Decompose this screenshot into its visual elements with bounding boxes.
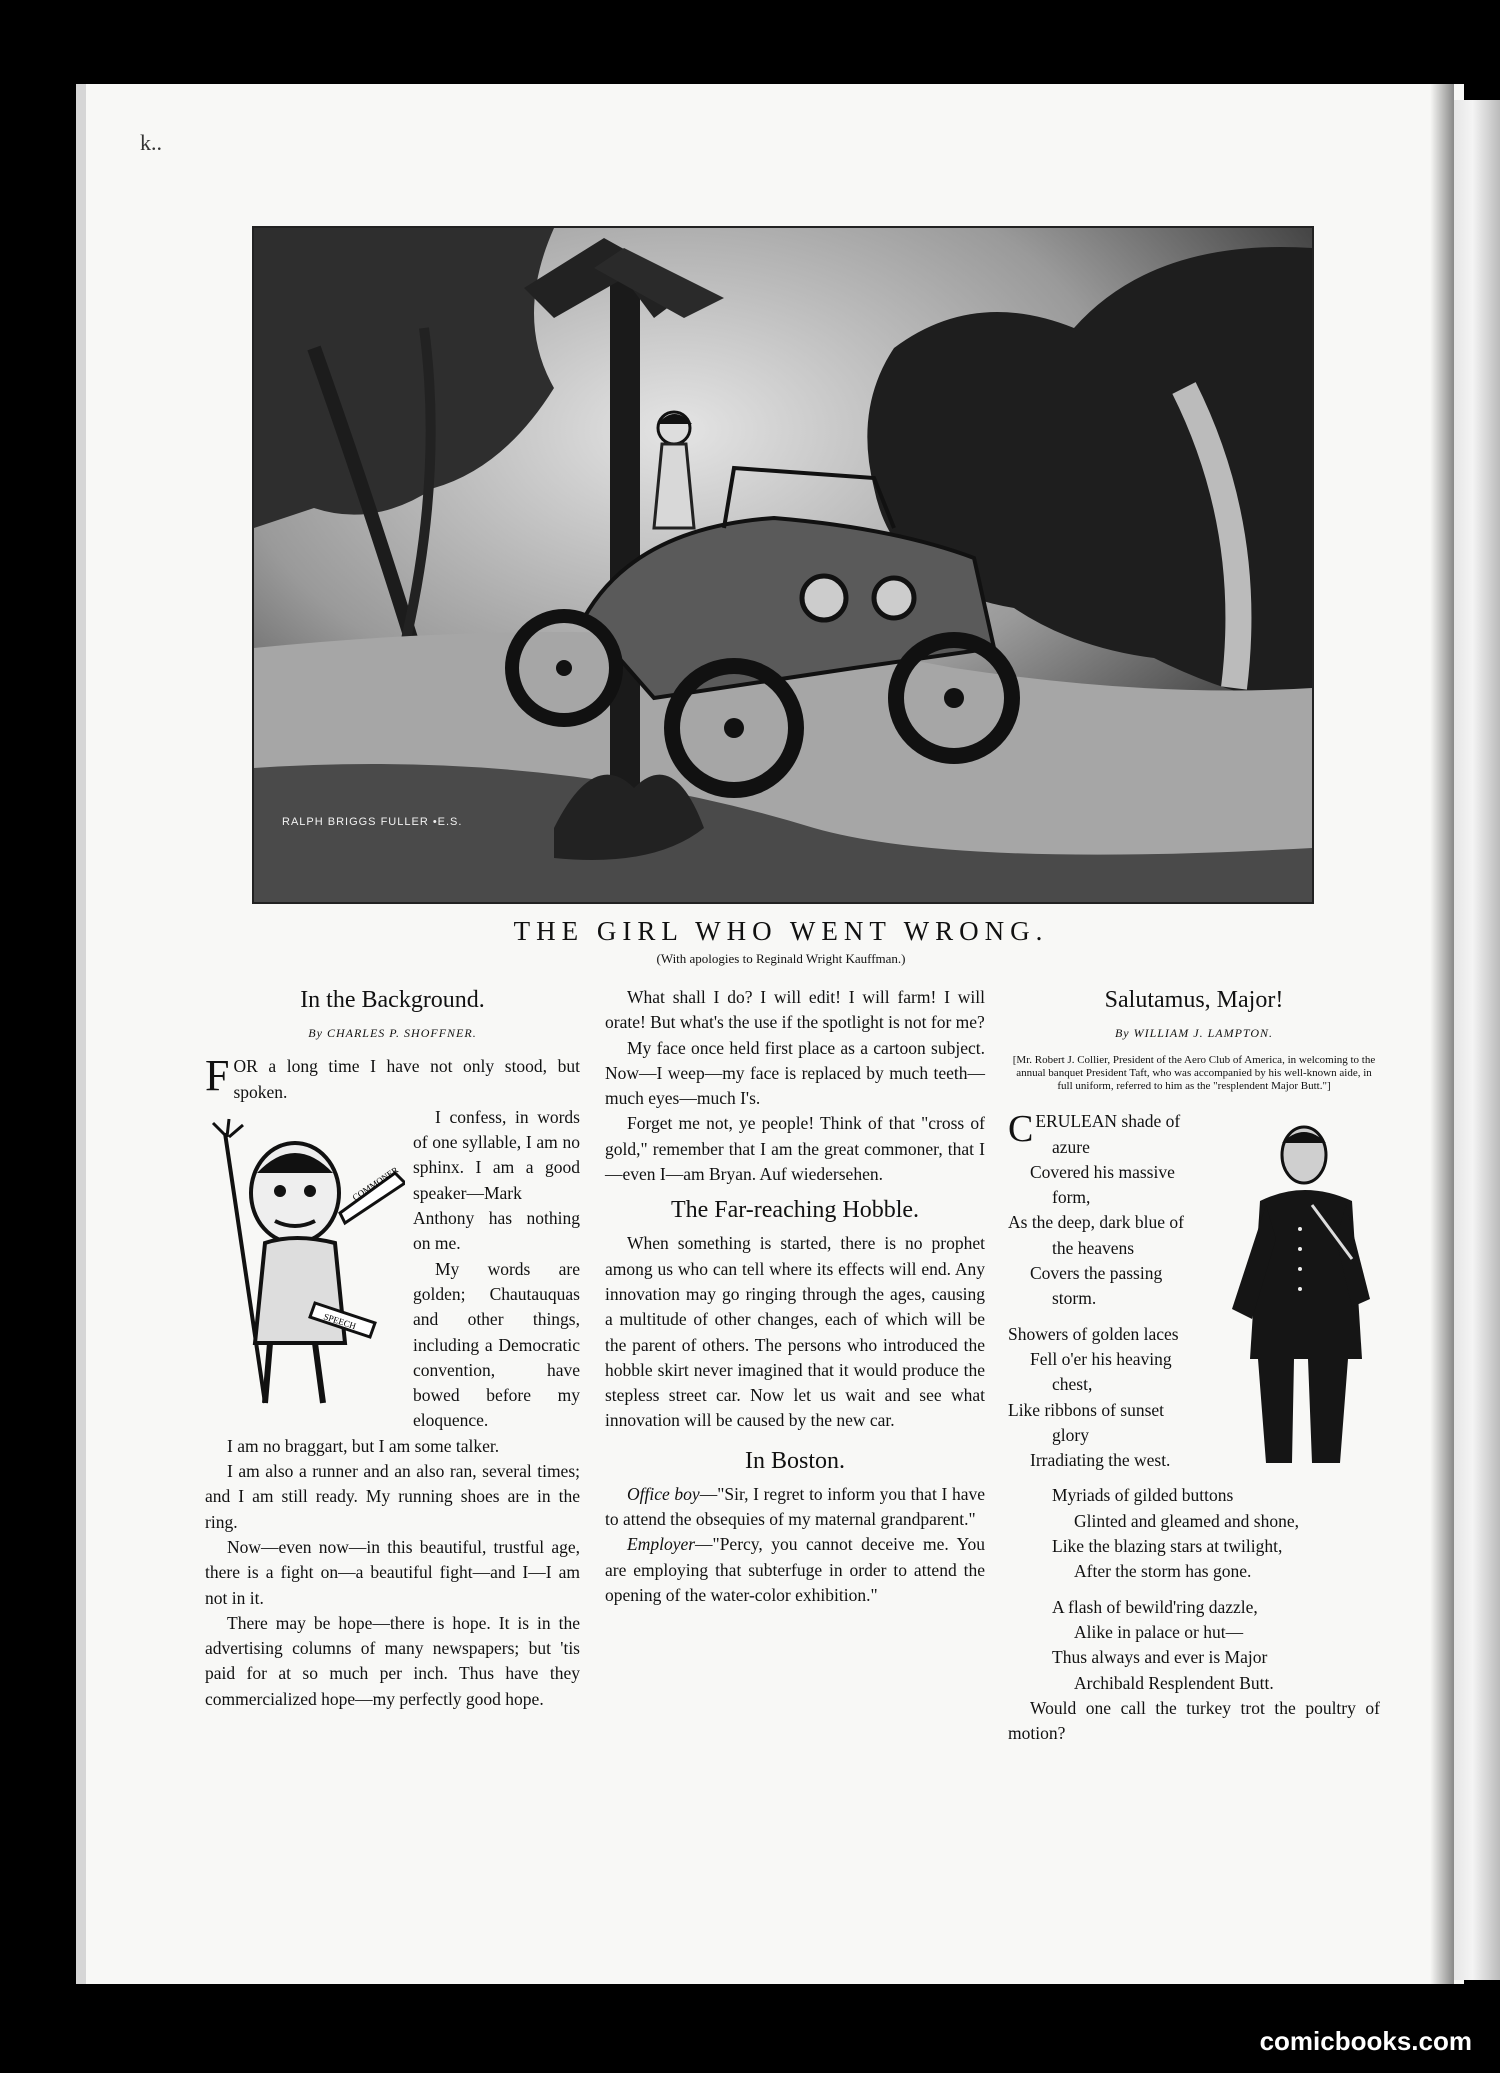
article-paragraph: My words are golden; Chautauquas and other things, including a Democratic convention, have bowed before my eloquence. bbox=[413, 1258, 580, 1431]
poem-line: form, bbox=[1052, 1187, 1091, 1208]
poem-line: Archibald Resplendent Butt. bbox=[1074, 1672, 1274, 1693]
article-heading: In Boston. bbox=[744, 1447, 845, 1474]
article-paragraph: Now—even now—in this beautiful, trustful age, there is a fight on—a beautiful fight—and I—I am not in it. bbox=[205, 1536, 580, 1608]
poem-line: Thus always and ever is Major bbox=[1052, 1647, 1268, 1668]
article-paragraph: FOR a long time I have not only stood, but spoken. bbox=[205, 1051, 580, 1102]
illustration-caption-title: THE GIRL WHO WENT WRONG. bbox=[513, 916, 1049, 946]
article-paragraph: I am also a runner and an also ran, several times; and I am still ready. My running shoes are in the ring. bbox=[205, 1461, 580, 1532]
illustration-drawing bbox=[254, 228, 1312, 902]
page-gutter-shadow bbox=[1430, 84, 1454, 1984]
poem-line: A flash of bewild'ring dazzle, bbox=[1052, 1596, 1258, 1617]
poem-drop-cap: C bbox=[1008, 1108, 1034, 1151]
column-3 bbox=[1008, 985, 1380, 1746]
poem-line: As the deep, dark blue of bbox=[1008, 1212, 1184, 1233]
portrait-drawing bbox=[1212, 1109, 1380, 1463]
poem-line: Fell o'er his heaving bbox=[1030, 1348, 1172, 1369]
poem-line: After the storm has gone. bbox=[1074, 1561, 1252, 1582]
major-butt-portrait bbox=[1212, 1109, 1380, 1463]
poem-line: Like the blazing stars at twilight, bbox=[1052, 1536, 1283, 1557]
speaker-name: Employer bbox=[627, 1534, 696, 1555]
caricature-drawing bbox=[205, 1113, 405, 1421]
poem-line: azure bbox=[1052, 1136, 1090, 1157]
poem-line: Glinted and gleamed and shone, bbox=[1074, 1510, 1300, 1531]
speaker-name: Office boy bbox=[627, 1483, 700, 1504]
article-byline: By CHARLES P. SHOFFNER. bbox=[308, 1026, 477, 1040]
article-heading: In the Background. bbox=[300, 987, 485, 1013]
poem-byline: By WILLIAM J. LAMPTON. bbox=[1114, 1026, 1274, 1040]
cartoon-label-commoner: COMMONER bbox=[350, 1164, 401, 1203]
article-paragraph: I am no braggart, but I am some talker. bbox=[227, 1435, 500, 1456]
folio-mark: k.. bbox=[140, 130, 162, 155]
drop-cap: F bbox=[205, 1051, 230, 1101]
article-paragraph: There may be hope—there is hope. It is in the advertising columns of many newspapers; but 'tis paid for at so much per inch. Thus have they commercialized hope—my perfectly good hope. bbox=[205, 1612, 580, 1709]
poem-line: chest, bbox=[1052, 1374, 1093, 1395]
bryan-caricature bbox=[205, 1113, 405, 1421]
poem-line: Alike in palace or hut— bbox=[1074, 1621, 1244, 1642]
poem-headnote: [Mr. Robert J. Collier, President of the Aero Club of America, in welcoming to the annual banquet President Taft, who was accompanied by his well-known aide, in full uniform, referred to him as the "resplendent Major Butt."] bbox=[1012, 1054, 1376, 1093]
poem-line: Covered his massive bbox=[1030, 1161, 1175, 1182]
column-1 bbox=[205, 985, 580, 1712]
poem-line: Showers of golden laces bbox=[1008, 1323, 1179, 1344]
poem-line: Myriads of gilded buttons bbox=[1052, 1485, 1234, 1506]
dialogue-line: Employer—"Percy, you cannot deceive me. You are employing that subterfuge in order to attend the opening of the water-color exhibition." bbox=[605, 1534, 985, 1605]
article-paragraph: Forget me not, ye people! Think of that "cross of gold," remember that I am the great commoner, that I—even I—am Bryan. Auf wiedersehen. bbox=[605, 1113, 985, 1185]
column-2 bbox=[605, 985, 985, 1608]
article-paragraph: My face once held first place as a cartoon subject. Now—I weep—my face is replaced by much teeth—much eyes—much I's. bbox=[605, 1037, 985, 1109]
main-illustration bbox=[252, 226, 1314, 904]
signpost bbox=[610, 268, 640, 828]
closing-quip: Would one call the turkey trot the poultry of motion? bbox=[1008, 1697, 1380, 1744]
poem-line: Like ribbons of sunset bbox=[1008, 1399, 1165, 1420]
poem-line: CERULEAN shade of bbox=[1008, 1108, 1181, 1151]
poem-line: storm. bbox=[1052, 1288, 1097, 1309]
article-paragraph: I confess, in words of one syllable, I am no sphinx. I am a good speaker—Mark Anthony has nothing on me. bbox=[413, 1106, 580, 1254]
poem-line: the heavens bbox=[1052, 1237, 1135, 1258]
artist-signature: RALPH BRIGGS FULLER •E.S. bbox=[282, 816, 463, 828]
article-paragraph: When something is started, there is no prophet among us who can tell where its effects will end. Any innovation may go ringing through the ages, causing a multitude of other changes, each of which will be the parent of others. The persons who introduced the hobble skirt never imagined that it would produce the stepless street car. Now let us wait and see what innovation will be caused by the new car. bbox=[605, 1233, 985, 1431]
woman-figure bbox=[654, 412, 694, 528]
illustration-caption-subtitle: (With apologies to Reginald Wright Kauffman.) bbox=[656, 951, 906, 966]
poem-heading: Salutamus, Major! bbox=[1104, 987, 1284, 1013]
facing-page-edge bbox=[1454, 100, 1500, 1980]
article-heading: The Far-reaching Hobble. bbox=[670, 1197, 920, 1224]
article-paragraph: What shall I do? I will edit! I will farm! I will orate! But what's the use if the spotlight is not for me? bbox=[605, 987, 985, 1033]
cartoon-label-speech: SPEECH bbox=[322, 1311, 358, 1332]
poem-line: Irradiating the west. bbox=[1030, 1450, 1171, 1471]
poem-line: Covers the passing bbox=[1030, 1263, 1163, 1284]
poem-line: glory bbox=[1052, 1424, 1089, 1445]
site-watermark: comicbooks.com bbox=[1259, 2026, 1472, 2056]
dialogue-line: Office boy—"Sir, I regret to inform you that I have to attend the obsequies of my maternal grandparent." bbox=[605, 1483, 986, 1530]
